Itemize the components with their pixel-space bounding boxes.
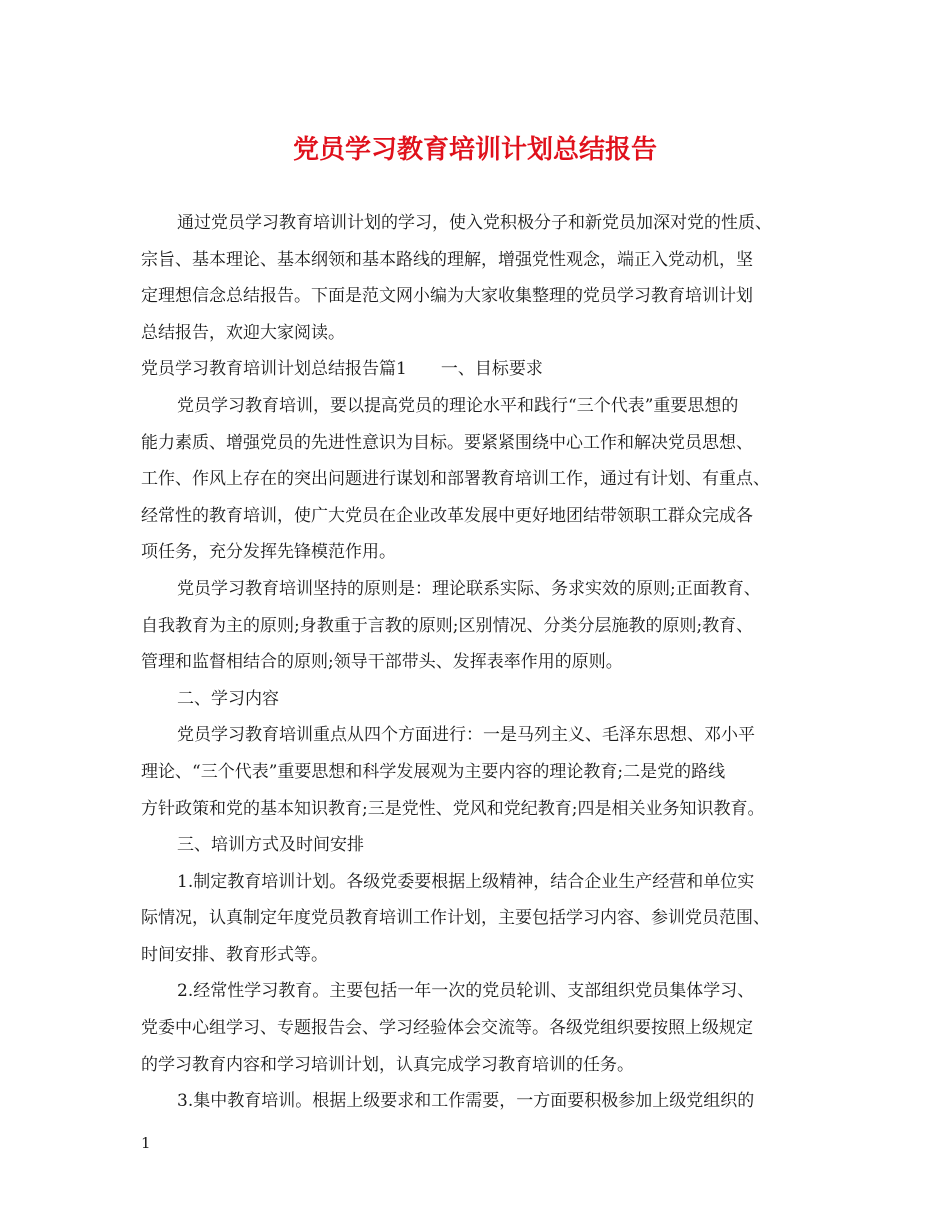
text-line: 党员学习教育培训重点从四个方面进行：一是马列主义、毛泽东思想、邓小平 [177, 725, 755, 746]
text-line: 工作、作风上存在的突出问题进行谋划和部署教育培训工作，通过有计划、有重点、 [141, 469, 770, 490]
text-line: 的学习教育内容和学习培训计划，认真完成学习教育培训的任务。 [141, 1054, 634, 1075]
text-line: 1.制定教育培训计划。各级党委要根据上级精神，结合企业生产经营和单位实 [177, 871, 755, 892]
text-line: 项任务，充分发挥先锋模范作用。 [141, 542, 396, 563]
text-line: 管理和监督相结合的原则;领导干部带头、发挥表率作用的原则。 [141, 652, 623, 673]
text-line: 党员学习教育培训坚持的原则是：理论联系实际、务求实效的原则;正面教育、 [177, 578, 761, 599]
text-line: 自我教育为主的原则;身教重于言教的原则;区别情况、分类分层施教的原则;教育、 [141, 615, 754, 636]
text-line: 方针政策和党的基本知识教育;三是党性、党风和党纪教育;四是相关业务知识教育。 [141, 798, 765, 819]
document-title: 党员学习教育培训计划总结报告 [292, 135, 657, 165]
page-number: 1 [141, 1134, 151, 1152]
text-line: 三、培训方式及时间安排 [177, 835, 364, 856]
text-line: 定理想信念总结报告。下面是范文网小编为大家收集整理的党员学习教育培训计划 [141, 286, 753, 307]
text-line: 党委中心组学习、专题报告会、学习经验体会交流等。各级党组织要按照上级规定 [141, 1018, 753, 1039]
text-line: 理论、“三个代表”重要思想和科学发展观为主要内容的理论教育;二是党的路线 [141, 761, 726, 782]
text-line: 经常性的教育培训，使广大党员在企业改革发展中更好地团结带领职工群众完成各 [141, 505, 753, 526]
text-line: 党员学习教育培训计划总结报告篇1 一、目标要求 [141, 359, 543, 380]
text-line: 通过党员学习教育培训计划的学习，使入党积极分子和新党员加深对党的性质、 [177, 213, 772, 233]
text-line: 3.集中教育培训。根据上级要求和工作需要，一方面要积极参加上级党组织的 [177, 1091, 755, 1112]
text-line: 能力素质、增强党员的先进性意识为目标。要紧紧围绕中心工作和解决党员思想、 [141, 432, 753, 453]
text-line: 总结报告，欢迎大家阅读。 [141, 322, 345, 343]
text-line: 宗旨、基本理论、基本纲领和基本路线的理解，增强党性观念，端正入党动机，坚 [141, 249, 753, 270]
text-line: 2.经常性学习教育。主要包括一年一次的党员轮训、支部组织党员集体学习、 [177, 981, 755, 1002]
text-line: 党员学习教育培训，要以提高党员的理论水平和践行“三个代表”重要思想的 [177, 395, 739, 416]
text-line: 时间安排、教育形式等。 [141, 944, 328, 965]
text-line: 二、学习内容 [177, 688, 279, 709]
document-body [141, 205, 809, 1120]
text-line: 际情况，认真制定年度党员教育培训工作计划，主要包括学习内容、参训党员范围、 [141, 908, 770, 929]
